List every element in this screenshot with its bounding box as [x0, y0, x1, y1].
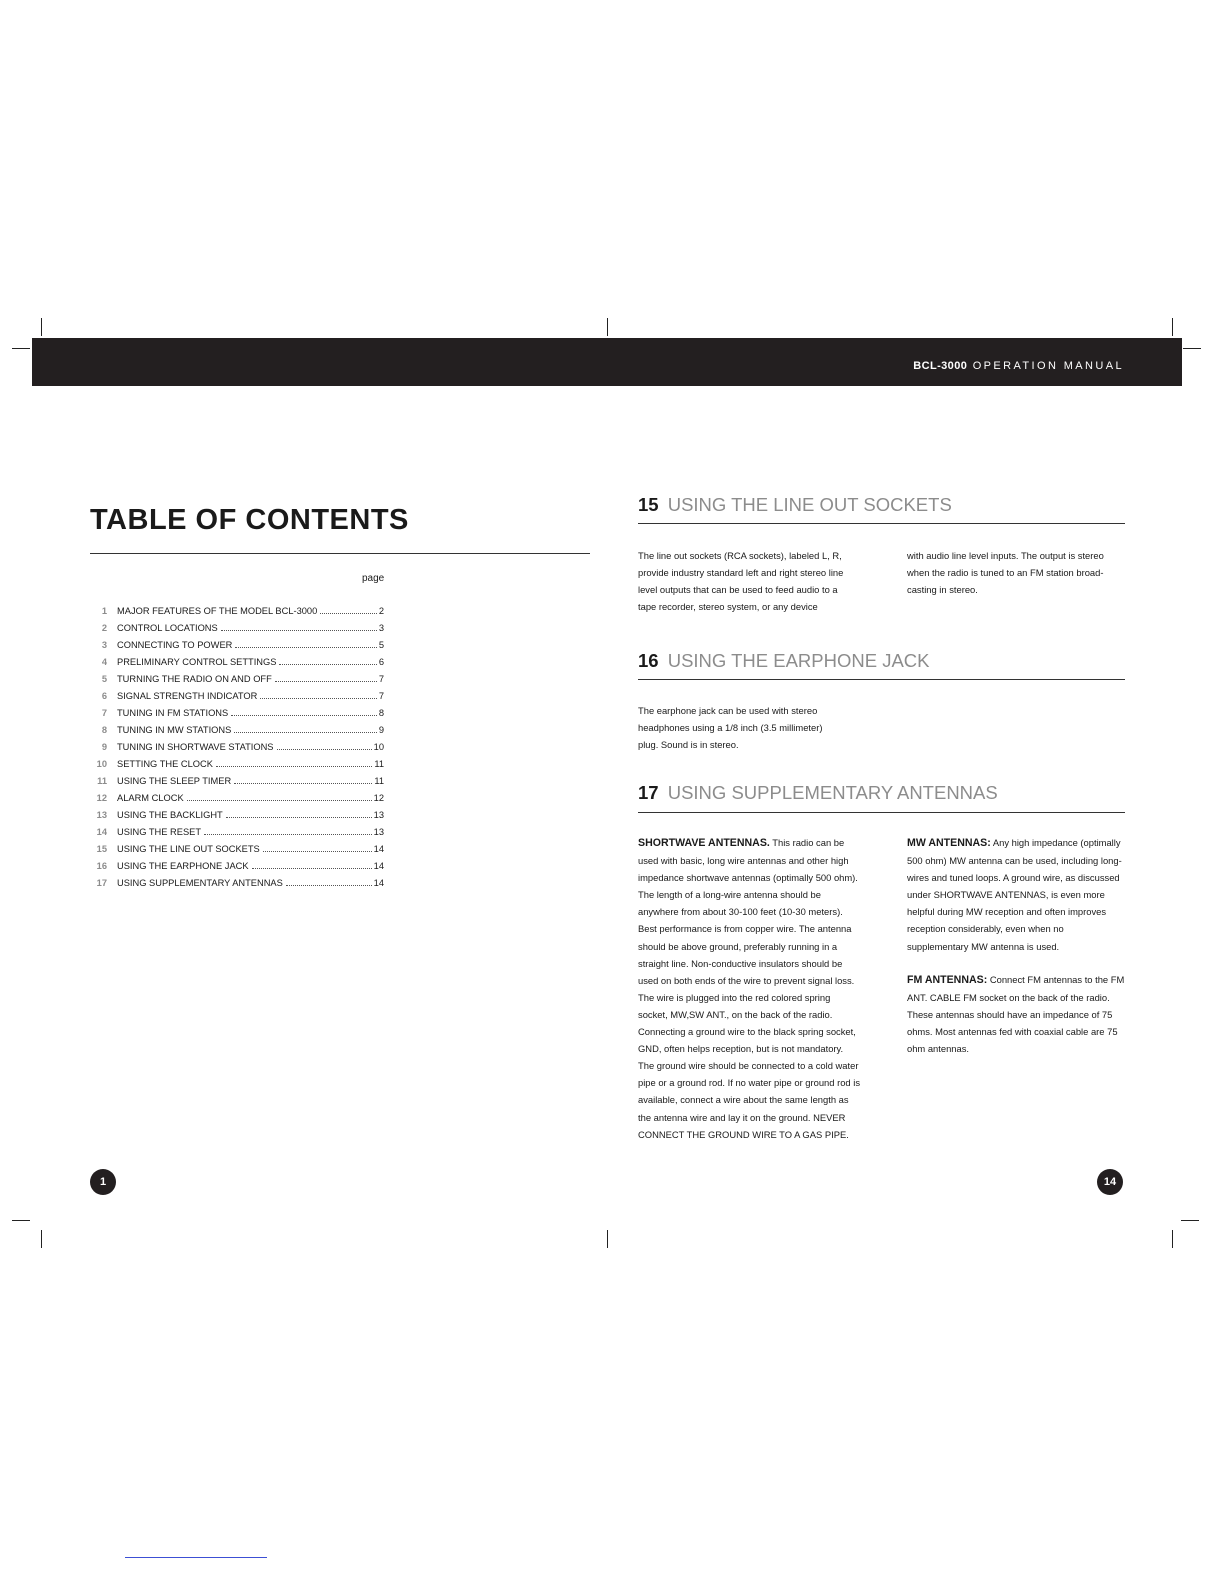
line-out-text-col1: The line out sockets (RCA sockets), labeled L, R, provide industry standard left and right stereo line level outputs that can be used to feed audio to a tape recorder, stereo system, or any device [638, 550, 844, 613]
header-model: BCL-3000 [913, 360, 968, 372]
toc-entry [117, 793, 384, 803]
toc-leader-dots [234, 783, 372, 784]
toc-label: TUNING IN FM STATIONS [117, 708, 229, 718]
toc-number: 9 [101, 742, 107, 752]
toc-number: 13 [96, 810, 107, 820]
toc-page: 13 [373, 827, 384, 837]
shortwave-antennas-body: This radio can be used with basic, long wire antennas and other high impedance shortwave antennas (optimally 500 ohm). The length of a long-wire antenna should be anywhere from about 30-100 feet (10-30 meters). Best performance is from copper wire. The antenna should be above ground, preferably running in a straight line. Non-conductive insulators should be used on both ends of the wire to prevent signal loss. The wire is plugged into the red colored spring socket, MW,SW ANT., on the back of the radio. Connecting a ground wire to the black spring socket, GND, often helps reception, but is not mandatory. The ground wire should be connected to a cold water pipe or a ground rod. If no water pipe or ground rod is available, connect a wire about the same length as the antenna wire and lay it on the ground. NEVER CONNECT THE GROUND WIRE TO A GAS PIPE. [638, 837, 861, 1140]
toc-number: 5 [101, 674, 107, 684]
toc-row[interactable] [88, 606, 384, 623]
toc-label: TUNING IN SHORTWAVE STATIONS [117, 742, 274, 752]
header-manual-label: OPERATION MANUAL [972, 360, 1124, 372]
toc-leader-dots [226, 817, 372, 818]
line-out-text-col2: with audio line level inputs. The output is stereo when the radio is tuned to an FM station broad-casting in stereo. [907, 550, 1104, 596]
toc-leader-dots [279, 664, 376, 665]
toc-page: 14 [373, 844, 384, 854]
section-title: USING THE LINE OUT SOCKETS [667, 494, 952, 515]
toc-number: 4 [101, 657, 107, 667]
section-divider-16 [638, 679, 1125, 680]
crop-mark-top-left-v [41, 318, 42, 336]
toc-entry [117, 776, 384, 786]
earphone-text: The earphone jack can be used with stereo headphones using a 1/8 inch (3.5 millimeter) plug. Sound is in stereo. [638, 705, 823, 751]
mw-antennas-text [907, 834, 1125, 955]
toc-entry [117, 708, 384, 718]
crop-mark-top-right-h [1183, 348, 1201, 349]
toc-entry [117, 623, 384, 633]
toc-row[interactable] [88, 810, 384, 827]
title-divider [90, 553, 590, 554]
section-heading-15 [638, 494, 952, 516]
page-column-label: page [362, 573, 385, 584]
toc-number: 2 [101, 623, 107, 633]
toc-leader-dots [320, 613, 377, 614]
toc-page: 14 [373, 861, 384, 871]
toc-entry [117, 810, 384, 820]
fm-antennas-text [907, 971, 1125, 1057]
toc-page: 8 [378, 708, 384, 718]
crop-mark-top-left-h [12, 348, 30, 349]
toc-row[interactable] [88, 657, 384, 674]
toc-number: 6 [101, 691, 107, 701]
toc-page: 10 [373, 742, 384, 752]
toc-page: 12 [373, 793, 384, 803]
toc-label: USING THE RESET [117, 827, 202, 837]
crop-mark-bottom-right-v [1172, 1230, 1173, 1248]
toc-label: PRELIMINARY CONTROL SETTINGS [117, 657, 277, 667]
page-title: TABLE OF CONTENTS [90, 504, 409, 536]
toc-label: SIGNAL STRENGTH INDICATOR [117, 691, 258, 701]
page-number-right: 14 [1097, 1169, 1123, 1195]
toc-page: 11 [374, 776, 384, 786]
toc-label: USING THE LINE OUT SOCKETS [117, 844, 260, 854]
toc-entry [117, 742, 384, 752]
toc-entry [117, 878, 384, 888]
section-divider-17 [638, 812, 1125, 813]
toc-number: 8 [101, 725, 107, 735]
toc-leader-dots [235, 647, 376, 648]
toc-label: CONNECTING TO POWER [117, 640, 233, 650]
toc-leader-dots [275, 681, 377, 682]
toc-number: 12 [96, 793, 107, 803]
header-title [913, 360, 1124, 372]
toc-row[interactable] [88, 640, 384, 657]
toc-leader-dots [252, 868, 372, 869]
toc-page: 14 [373, 878, 384, 888]
toc-number: 16 [96, 861, 107, 871]
toc-entry [117, 861, 384, 871]
toc-entry [117, 827, 384, 837]
toc-page: 7 [378, 674, 384, 684]
crop-mark-bottom-right-h [1181, 1220, 1199, 1221]
toc-leader-dots [204, 834, 372, 835]
toc-label: TURNING THE RADIO ON AND OFF [117, 674, 272, 684]
toc-row[interactable] [88, 759, 384, 776]
toc-row[interactable] [88, 725, 384, 742]
toc-page: 11 [374, 759, 384, 769]
shortwave-antennas-heading: SHORTWAVE ANTENNAS. [638, 837, 770, 849]
toc-number: 1 [101, 606, 107, 616]
mw-antennas-body: Any high impedance (optimally 500 ohm) MW antenna can be used, including long-wires and tuned loops. A ground wire, as discussed under SHORTWAVE ANTENNAS, is even more helpful during MW reception and often improves reception considerably, even when no supplementary MW antenna is used. [907, 837, 1122, 952]
toc-entry [117, 691, 384, 701]
toc-number: 14 [96, 827, 107, 837]
toc-leader-dots [277, 749, 372, 750]
crop-mark-top-right-v [1172, 318, 1173, 336]
toc-label: CONTROL LOCATIONS [117, 623, 218, 633]
toc-entry [117, 640, 384, 650]
toc-row[interactable] [88, 691, 384, 708]
toc-leader-dots [286, 885, 372, 886]
toc-row[interactable] [88, 776, 384, 793]
crop-mark-top-center-v [607, 318, 608, 336]
fm-antennas-heading: FM ANTENNAS: [907, 974, 988, 986]
toc-leader-dots [231, 715, 377, 716]
crop-mark-bottom-left-v [41, 1230, 42, 1248]
section-number: 17 [638, 782, 659, 803]
fm-antennas-body: Connect FM antennas to the FM ANT. CABLE FM socket on the back of the radio. These antennas should have an impedance of 75 ohms. Most antennas fed with coaxial cable are 75 ohm antennas. [907, 974, 1125, 1055]
toc-page: 7 [378, 691, 384, 701]
toc-label: SETTING THE CLOCK [117, 759, 213, 769]
toc-row[interactable] [88, 793, 384, 810]
toc-leader-dots [263, 851, 372, 852]
toc-row[interactable] [88, 844, 384, 861]
toc-number: 10 [96, 759, 107, 769]
toc-leader-dots [216, 766, 372, 767]
toc-page: 9 [378, 725, 384, 735]
section-number: 15 [638, 494, 659, 515]
toc-label: MAJOR FEATURES OF THE MODEL BCL-3000 [117, 606, 318, 616]
toc-leader-dots [187, 800, 372, 801]
toc-page: 2 [378, 606, 384, 616]
section-title: USING THE EARPHONE JACK [667, 650, 930, 671]
toc-entry [117, 674, 384, 684]
toc-row[interactable] [88, 861, 384, 878]
toc-row[interactable] [88, 827, 384, 844]
toc-page: 5 [378, 640, 384, 650]
header-bar [32, 338, 1182, 386]
toc-label: USING THE BACKLIGHT [117, 810, 223, 820]
section-divider-15 [638, 523, 1125, 524]
toc-leader-dots [234, 732, 377, 733]
toc-label: USING THE SLEEP TIMER [117, 776, 232, 786]
toc-row[interactable] [88, 674, 384, 691]
toc-number: 15 [96, 844, 107, 854]
section-number: 16 [638, 650, 659, 671]
section-heading-16 [638, 650, 930, 672]
toc-label: ALARM CLOCK [117, 793, 184, 803]
link-underline [125, 1557, 267, 1558]
toc-label: TUNING IN MW STATIONS [117, 725, 232, 735]
toc-list [88, 606, 384, 895]
toc-number: 17 [96, 878, 107, 888]
page-number-left: 1 [90, 1169, 116, 1195]
toc-number: 3 [101, 640, 107, 650]
mw-antennas-heading: MW ANTENNAS: [907, 837, 991, 849]
toc-entry [117, 844, 384, 854]
toc-number: 7 [101, 708, 107, 718]
toc-entry [117, 759, 384, 769]
toc-leader-dots [221, 630, 377, 631]
crop-mark-bottom-left-h [12, 1220, 30, 1221]
toc-row[interactable] [88, 742, 384, 759]
toc-row[interactable] [88, 878, 384, 895]
toc-page: 13 [373, 810, 384, 820]
toc-row[interactable] [88, 623, 384, 640]
toc-entry [117, 657, 384, 667]
toc-page: 6 [378, 657, 384, 667]
toc-entry [117, 725, 384, 735]
toc-row[interactable] [88, 708, 384, 725]
toc-label: USING THE EARPHONE JACK [117, 861, 249, 871]
section-title: USING SUPPLEMENTARY ANTENNAS [667, 782, 998, 803]
toc-page: 3 [378, 623, 384, 633]
toc-number: 11 [97, 776, 107, 786]
toc-label: USING SUPPLEMENTARY ANTENNAS [117, 878, 283, 888]
crop-mark-bottom-center-v [607, 1230, 608, 1248]
toc-leader-dots [260, 698, 376, 699]
shortwave-antennas-text [638, 834, 860, 1143]
section-heading-17 [638, 782, 998, 804]
toc-entry [117, 606, 384, 616]
